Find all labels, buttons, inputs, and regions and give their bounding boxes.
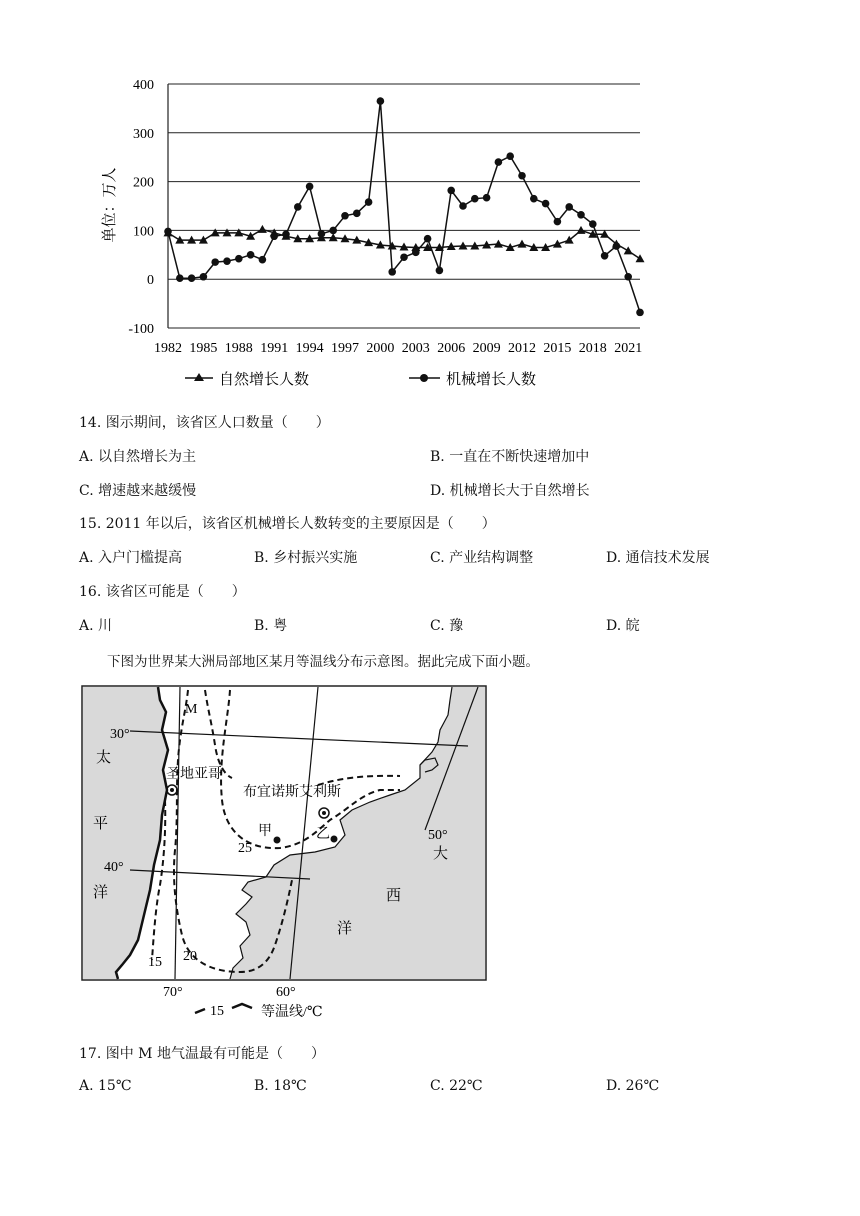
label-lat-30: 30° [110, 727, 130, 742]
label-lat-40: 40° [104, 860, 124, 875]
label-yi: 乙 [316, 827, 330, 842]
q15-option-c[interactable]: C. 产业结构调整 [430, 550, 534, 566]
x-tick-label: 2012 [508, 341, 536, 356]
q16-option-a[interactable]: A. 川 [79, 618, 113, 634]
x-tick-label: 2006 [437, 341, 466, 356]
question-16-stem: 16. 该省区可能是（ ） [79, 584, 246, 600]
map-intro-text: 下图为世界某大洲局部地区某月等温线分布示意图。据此完成下面小题。 [107, 654, 539, 670]
y-tick-label: 100 [133, 224, 154, 240]
x-tick-label: 2015 [543, 341, 572, 356]
map-legend [195, 1003, 323, 1020]
label-lon-60: 60° [276, 985, 296, 1000]
label-iso-25: 25 [238, 841, 252, 856]
label-buenos-aires: 布宜诺斯艾利斯 [243, 785, 341, 800]
q14-option-a[interactable]: A. 以自然增长为主 [79, 449, 197, 465]
legend-iso-value: 15 [210, 1004, 224, 1019]
label-pacific-3: 洋 [93, 885, 109, 901]
x-tick-label: 2018 [578, 341, 607, 356]
point-yi [331, 836, 338, 843]
x-tick-label: 1991 [260, 341, 289, 356]
y-tick-label: -100 [128, 322, 154, 337]
buenos-aires-point [322, 811, 326, 815]
y-tick-label: 200 [133, 175, 154, 191]
q17-option-c[interactable]: C. 22℃ [430, 1078, 483, 1094]
q15-option-d[interactable]: D. 通信技术发展 [606, 550, 710, 566]
x-tick-label: 1982 [154, 341, 182, 356]
label-santiago: 圣地亚哥 [166, 767, 222, 782]
x-tick-label: 2021 [614, 341, 643, 356]
q17-option-b[interactable]: B. 18℃ [254, 1078, 307, 1094]
y-tick-label: 300 [133, 126, 154, 142]
x-tick-label: 1994 [295, 341, 324, 356]
label-iso-20: 20 [183, 949, 197, 964]
label-atlantic-2: 西 [386, 888, 402, 904]
y-tick-label: 0 [147, 273, 154, 289]
label-atlantic-1: 大 [433, 846, 449, 862]
label-lon-50: 50° [428, 828, 448, 843]
x-tick-label: 1985 [189, 341, 218, 356]
x-tick-label: 2003 [401, 341, 430, 356]
label-atlantic-3: 洋 [337, 921, 353, 937]
q17-option-d[interactable]: D. 26℃ [606, 1078, 660, 1094]
legend-label-natural: 自然增长人数 [219, 372, 310, 388]
point-jia [274, 837, 281, 844]
q17-option-a[interactable]: A. 15℃ [79, 1078, 132, 1094]
x-tick-label: 2000 [366, 341, 395, 356]
question-17-stem: 17. 图中 M 地气温最有可能是（ ） [79, 1046, 325, 1062]
label-pacific-2: 平 [93, 816, 109, 832]
santiago-point [170, 788, 174, 792]
x-tick-label: 1997 [331, 341, 359, 356]
x-tick-label: 2009 [472, 341, 501, 356]
legend-iso-label: 等温线/℃ [261, 1005, 323, 1020]
q14-option-d[interactable]: D. 机械增长大于自然增长 [430, 483, 590, 499]
label-pacific-1: 太 [96, 750, 112, 766]
q15-option-a[interactable]: A. 入户门槛提高 [79, 550, 183, 566]
question-14-stem: 14. 图示期间，该省区人口数量（ ） [79, 415, 330, 431]
q16-option-b[interactable]: B. 粤 [254, 618, 288, 634]
y-axis-label: 单位：万人 [102, 167, 118, 243]
x-tick-label: 1988 [224, 341, 253, 356]
q15-option-b[interactable]: B. 乡村振兴实施 [254, 550, 358, 566]
y-tick-label: 400 [133, 78, 154, 93]
question-15-stem: 15. 2011 年以后，该省区机械增长人数转变的主要原因是（ ） [79, 516, 496, 532]
q14-option-b[interactable]: B. 一直在不断快速增加中 [430, 449, 590, 465]
label-M: M [185, 702, 198, 717]
q16-option-c[interactable]: C. 豫 [430, 618, 464, 634]
q14-option-c[interactable]: C. 增速越来越缓慢 [79, 483, 197, 499]
label-iso-15: 15 [148, 955, 162, 970]
label-jia: 甲 [258, 824, 272, 839]
label-lon-70: 70° [163, 985, 183, 1000]
q16-option-d[interactable]: D. 皖 [606, 618, 640, 634]
legend-label-migration: 机械增长人数 [446, 372, 537, 388]
